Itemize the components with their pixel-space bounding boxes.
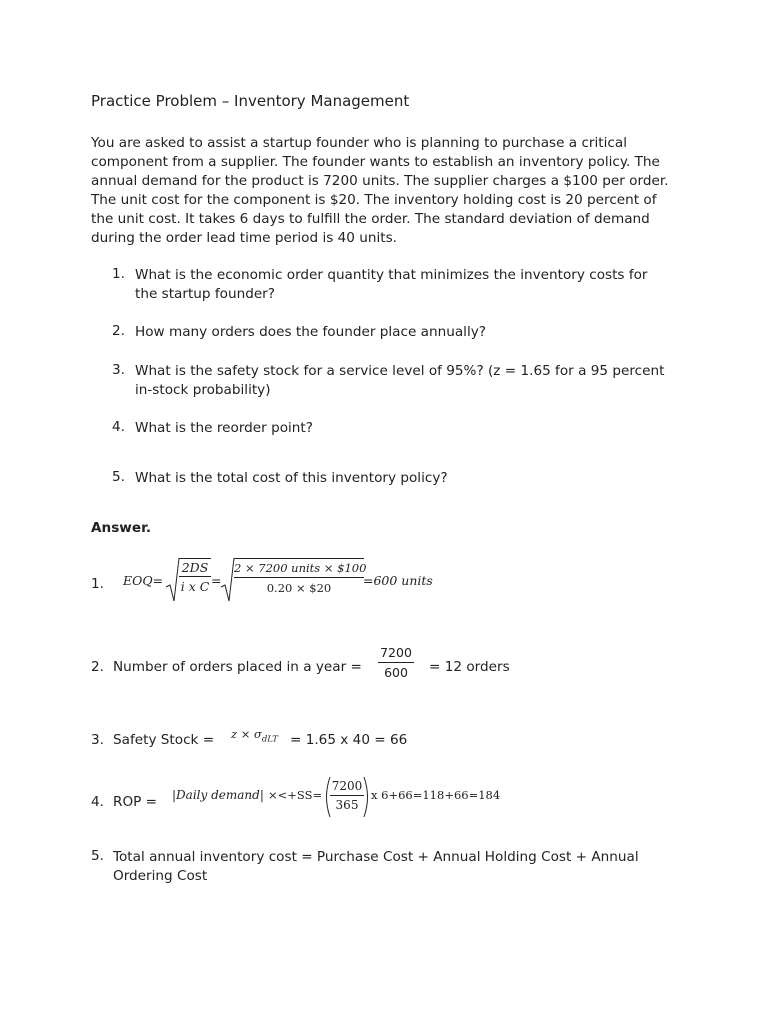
question-number: 1. (112, 266, 125, 282)
answer-number: 4. (91, 794, 104, 810)
total-cost-line: Total annual inventory cost = Purchase Cost + Annual Holding Cost + Annual (113, 849, 639, 865)
question-line: the startup founder? (135, 286, 275, 302)
rop-denominator: 365 (335, 798, 359, 812)
intro-line: annual demand for the product is 7200 units. The supplier charges a $100 per order. (91, 173, 669, 189)
rop-mid-expression: ×<+SS= (268, 788, 323, 802)
question-number: 2. (112, 323, 125, 339)
orders-denominator: 600 (384, 665, 408, 680)
formula-main: z × σ (231, 727, 262, 741)
total-cost-line: Ordering Cost (113, 868, 208, 884)
answer-number: 5. (91, 848, 104, 864)
equals-sign: = (211, 573, 222, 588)
intro-line: You are asked to assist a startup founder who is planning to purchase a critical (91, 135, 627, 151)
question-text (135, 419, 313, 438)
question-line: What is the reorder point? (135, 420, 313, 436)
safety-stock-label: Safety Stock = (113, 732, 215, 748)
question-line: What is the economic order quantity that minimizes the inventory costs for (135, 267, 648, 283)
eoq-denominator: i x C (180, 579, 210, 594)
eoq-expanded-fraction (234, 558, 367, 595)
daily-demand-text: Daily demand (176, 788, 260, 802)
rop-label: ROP = (113, 794, 158, 810)
orders-fraction (378, 645, 414, 680)
question-number: 3. (112, 362, 125, 378)
eoq-result: =600 units (363, 573, 433, 588)
answer-heading: Answer. (91, 520, 151, 536)
question-number: 5. (112, 469, 125, 485)
intro-line: during the order lead time period is 40 units. (91, 230, 397, 246)
eoq-fraction (179, 558, 211, 594)
eoq-expanded-denominator: 0.20 × $20 (266, 581, 332, 595)
question-line: What is the total cost of this inventory policy? (135, 470, 448, 486)
orders-numerator: 7200 (378, 645, 414, 663)
orders-label: Number of orders placed in a year = (113, 659, 362, 675)
total-cost-text (113, 848, 639, 886)
question-line: in-stock probability) (135, 382, 271, 398)
rop-daily-demand: |Daily demand| (172, 788, 264, 802)
safety-stock-formula (231, 727, 278, 744)
intro-paragraph (91, 134, 691, 248)
question-line: How many orders does the founder place annually? (135, 324, 486, 340)
rop-fraction (330, 779, 364, 812)
question-text (135, 266, 648, 304)
rop-numerator: 7200 (330, 779, 364, 796)
intro-line: The unit cost for the component is $20. The inventory holding cost is 20 percent of (91, 192, 657, 208)
answer-number: 1. (91, 576, 104, 592)
question-number: 4. (112, 419, 125, 435)
formula-subscript: dLT (261, 734, 278, 745)
rop-result: x 6+66=118+66=184 (371, 788, 501, 802)
intro-line: the unit cost. It takes 6 days to fulfill the order. The standard deviation of demand (91, 211, 650, 227)
question-text (135, 362, 664, 400)
eoq-numerator: 2DS (179, 558, 211, 577)
question-text (135, 469, 448, 488)
page-title: Practice Problem – Inventory Management (91, 92, 410, 110)
eoq-expanded-numerator: 2 × 7200 units × $100 (234, 558, 364, 578)
eoq-label: EOQ= (123, 573, 164, 588)
question-line: What is the safety stock for a service level of 95%? (z = 1.65 for a 95 percent (135, 363, 665, 379)
safety-stock-result: = 1.65 x 40 = 66 (290, 732, 408, 748)
intro-line: component from a supplier. The founder wants to establish an inventory policy. The (91, 154, 660, 170)
question-text (135, 323, 486, 342)
answer-number: 2. (91, 659, 104, 675)
answer-number: 3. (91, 732, 104, 748)
orders-result: = 12 orders (429, 659, 510, 675)
